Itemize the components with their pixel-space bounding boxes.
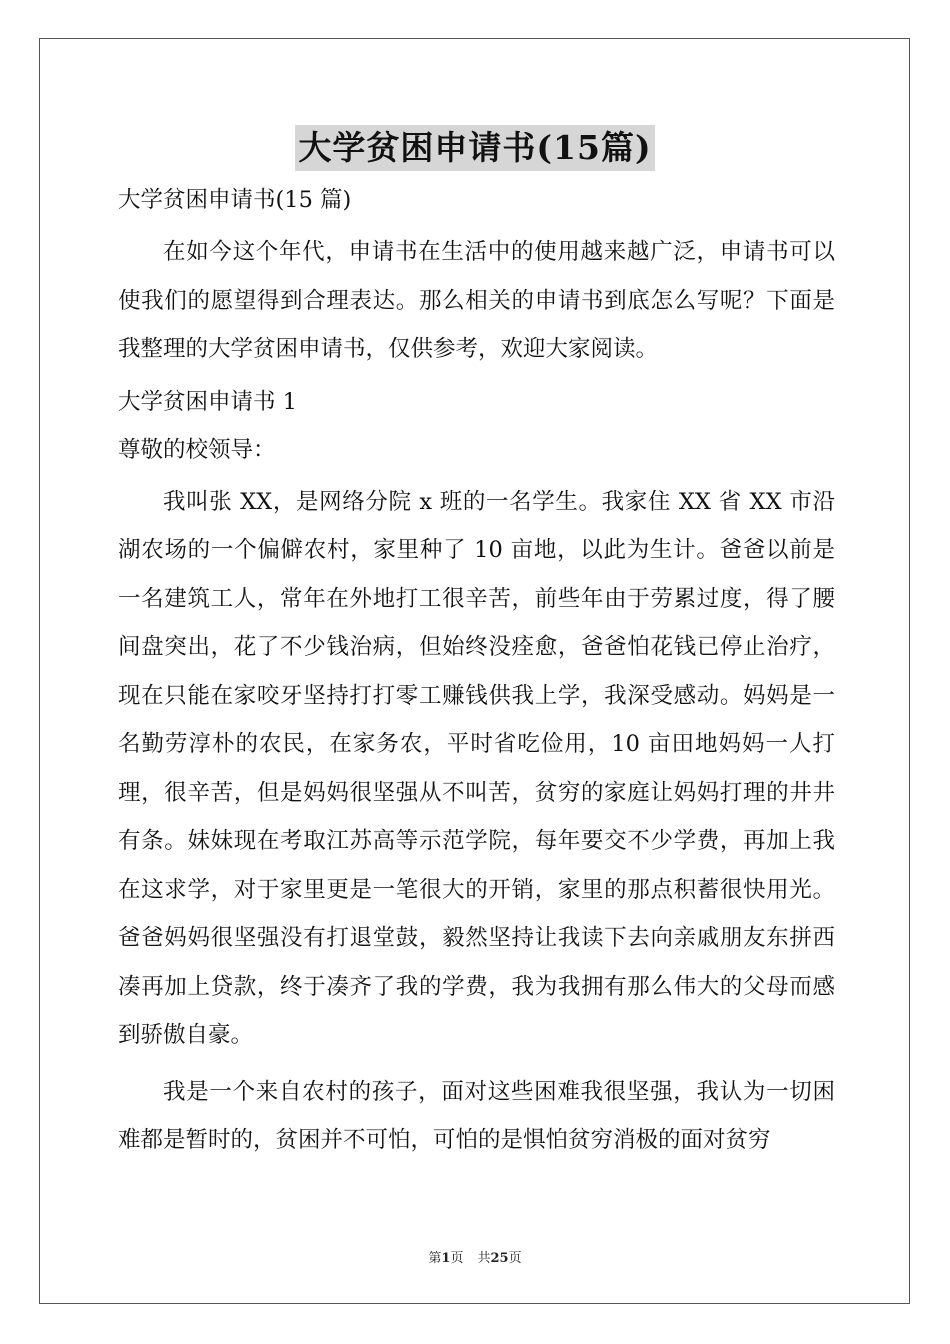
page-number: 1 bbox=[441, 1251, 451, 1266]
body-paragraph-2: 我是一个来自农村的孩子，面对这些困难我很坚强，我认为一切困难都是暂时的，贫困并不可怕，可怕的是惧怕贫穷消极的面对贫穷 bbox=[118, 1078, 835, 1153]
total-suffix: 页 bbox=[508, 1251, 522, 1266]
total-pages: 25 bbox=[490, 1251, 509, 1266]
document-subtitle: 大学贫困申请书(15 篇) bbox=[118, 187, 352, 213]
page-prefix: 第 bbox=[428, 1251, 442, 1266]
page-suffix: 页 bbox=[450, 1251, 464, 1266]
section-heading: 大学贫困申请书 1 bbox=[118, 388, 297, 415]
title-container bbox=[0, 125, 950, 171]
salutation: 尊敬的校领导： bbox=[118, 436, 276, 463]
page-footer bbox=[0, 1247, 950, 1266]
document-body bbox=[118, 180, 835, 1165]
document-title: 大学贫困申请书(15篇) bbox=[295, 125, 654, 171]
body-paragraph-1: 我叫张 XX，是网络分院 x 班的一名学生。我家住 XX 省 XX 市沿湖农场的一个偏僻农村，家里种了 10 亩地，以此为生计。爸爸以前是一名建筑工人，常年在外地打工很辛苦，前些年由于劳累过度，得了腰间盘突出，花了不少钱治病，但始终没痊愈，爸爸怕花钱已停止治疗，现在只能在家咬牙坚持打打零工赚钱供我上学，我深受感动。妈妈是一名勤劳淳朴的农民，在家务农，平时省吃俭用，10 亩田地妈妈一人打理，很辛苦，但是妈妈很坚强从不叫苦，贫穷的家庭让妈妈打理的井井有条。妹妹现在考取江苏高等示范学院，每年要交不少学费，再加上我在这求学，对于家里更是一笔很大的开销，家里的那点积蓄很快用光。爸爸妈妈很坚强没有打退堂鼓，毅然坚持让我读下去向亲戚朋友东拼西凑再加上贷款，终于凑齐了我的学费，我为我拥有那么伟大的父母而感到骄傲自豪。 bbox=[118, 488, 835, 1048]
total-prefix: 共 bbox=[477, 1251, 491, 1266]
intro-paragraph: 在如今这个年代，申请书在生活中的使用越来越广泛，申请书可以使我们的愿望得到合理表达。那么相关的申请书到底怎么写呢？下面是我整理的大学贫困申请书，仅供参考，欢迎大家阅读。 bbox=[118, 239, 835, 362]
